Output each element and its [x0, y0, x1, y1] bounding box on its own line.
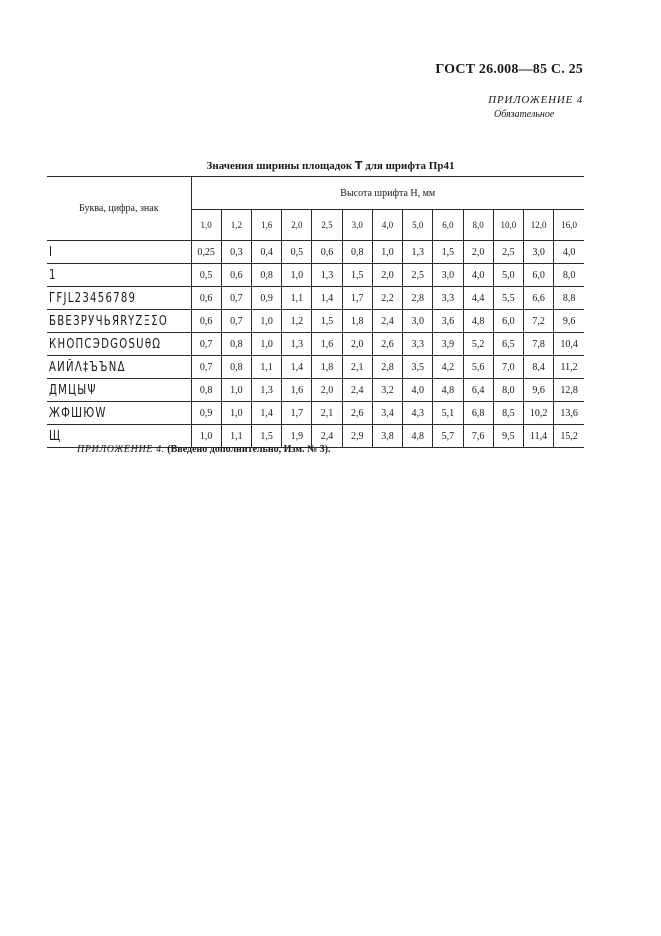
- width-value-cell: 1,1: [221, 425, 251, 448]
- width-value-cell: 2,1: [342, 356, 372, 379]
- table-row: [47, 310, 584, 333]
- height-header-cell: 6,0: [433, 210, 463, 241]
- width-value-cell: 1,4: [252, 402, 282, 425]
- width-value-cell: 0,6: [191, 287, 221, 310]
- width-value-cell: 0,5: [191, 264, 221, 287]
- width-value-cell: 8,8: [554, 287, 584, 310]
- width-value-cell: 0,7: [191, 333, 221, 356]
- width-value-cell: 4,2: [433, 356, 463, 379]
- width-value-cell: 3,4: [372, 402, 402, 425]
- width-value-cell: 1,7: [282, 402, 312, 425]
- standard-page-header: ГОСТ 26.008—85 С. 25: [435, 62, 583, 77]
- width-value-cell: 1,3: [252, 379, 282, 402]
- width-value-cell: 2,5: [403, 264, 433, 287]
- width-value-cell: 1,0: [282, 264, 312, 287]
- width-value-cell: 2,0: [463, 241, 493, 264]
- width-value-cell: 0,25: [191, 241, 221, 264]
- width-value-cell: 0,8: [191, 379, 221, 402]
- width-value-cell: 1,5: [342, 264, 372, 287]
- table-row: [47, 287, 584, 310]
- width-value-cell: 8,5: [493, 402, 523, 425]
- width-value-cell: 1,5: [312, 310, 342, 333]
- width-value-cell: 1,0: [252, 333, 282, 356]
- glyph-sample: [47, 287, 191, 310]
- height-header-cell: 12,0: [523, 210, 553, 241]
- width-value-cell: 8,0: [493, 379, 523, 402]
- width-value-cell: 1,2: [282, 310, 312, 333]
- width-value-cell: 3,0: [433, 264, 463, 287]
- width-value-cell: 4,8: [463, 310, 493, 333]
- width-value-cell: 2,6: [372, 333, 402, 356]
- glyph-sample-text: ЖФШЮW: [49, 405, 107, 421]
- glyph-sample: [47, 241, 191, 264]
- width-value-cell: 4,0: [554, 241, 584, 264]
- glyph-sample: [47, 379, 191, 402]
- width-value-cell: 2,0: [312, 379, 342, 402]
- width-value-cell: 10,4: [554, 333, 584, 356]
- width-value-cell: 4,3: [403, 402, 433, 425]
- width-value-cell: 5,5: [493, 287, 523, 310]
- table-row: [47, 264, 584, 287]
- table-title-symbol: T: [354, 159, 363, 172]
- height-header-cell: 3,0: [342, 210, 372, 241]
- glyph-sample: [47, 333, 191, 356]
- glyph-sample-text: БВЕЗРУЧЬЯRYZΞΣΟ: [49, 313, 169, 329]
- width-value-cell: 0,8: [252, 264, 282, 287]
- footer-italic: ПРИЛОЖЕНИЕ 4.: [77, 444, 165, 455]
- width-value-cell: 4,0: [403, 379, 433, 402]
- width-value-cell: 9,6: [554, 310, 584, 333]
- width-value-cell: 0,8: [221, 356, 251, 379]
- width-value-cell: 11,2: [554, 356, 584, 379]
- width-value-cell: 10,2: [523, 402, 553, 425]
- width-value-cell: 7,2: [523, 310, 553, 333]
- width-value-cell: 3,2: [372, 379, 402, 402]
- footer-note: [77, 444, 330, 455]
- width-value-cell: 8,4: [523, 356, 553, 379]
- height-header-cell: 5,0: [403, 210, 433, 241]
- table-row: [47, 356, 584, 379]
- height-header-cell: 2,0: [282, 210, 312, 241]
- width-value-cell: 7,8: [523, 333, 553, 356]
- glyph-sample: [47, 264, 191, 287]
- width-value-cell: 0,5: [282, 241, 312, 264]
- width-value-cell: 1,5: [433, 241, 463, 264]
- width-value-cell: 15,2: [554, 425, 584, 448]
- width-value-cell: 3,8: [372, 425, 402, 448]
- width-value-cell: 3,0: [523, 241, 553, 264]
- width-value-cell: 1,8: [342, 310, 372, 333]
- width-value-cell: 2,4: [372, 310, 402, 333]
- width-value-cell: 7,0: [493, 356, 523, 379]
- width-value-cell: 4,0: [463, 264, 493, 287]
- width-value-cell: 0,6: [191, 310, 221, 333]
- width-value-cell: 2,5: [493, 241, 523, 264]
- width-value-cell: 0,4: [252, 241, 282, 264]
- width-value-cell: 0,6: [221, 264, 251, 287]
- stub-header: Буква, цифра, знак: [47, 177, 191, 241]
- width-value-cell: 7,6: [463, 425, 493, 448]
- width-value-cell: 12,8: [554, 379, 584, 402]
- width-value-cell: 2,8: [372, 356, 402, 379]
- width-value-cell: 0,7: [221, 287, 251, 310]
- glyph-sample: [47, 402, 191, 425]
- height-header-cell: 2,5: [312, 210, 342, 241]
- width-value-cell: 9,6: [523, 379, 553, 402]
- width-value-cell: 0,8: [342, 241, 372, 264]
- width-value-cell: 4,8: [403, 425, 433, 448]
- width-value-cell: 0,9: [191, 402, 221, 425]
- width-value-cell: 5,6: [463, 356, 493, 379]
- width-value-cell: 2,1: [312, 402, 342, 425]
- width-value-cell: 2,8: [403, 287, 433, 310]
- width-value-cell: 6,0: [523, 264, 553, 287]
- glyph-sample: [47, 310, 191, 333]
- width-value-cell: 1,3: [403, 241, 433, 264]
- width-value-cell: 1,8: [312, 356, 342, 379]
- height-header-cell: 4,0: [372, 210, 402, 241]
- width-value-cell: 3,5: [403, 356, 433, 379]
- width-value-cell: 5,1: [433, 402, 463, 425]
- width-value-cell: 2,0: [372, 264, 402, 287]
- width-value-cell: 2,9: [342, 425, 372, 448]
- height-header-cell: 1,6: [252, 210, 282, 241]
- table-title: [0, 159, 661, 172]
- width-value-cell: 9,5: [493, 425, 523, 448]
- width-value-cell: 6,5: [493, 333, 523, 356]
- glyph-sample-text: ГFJL23456789: [49, 290, 137, 306]
- width-value-cell: 5,7: [433, 425, 463, 448]
- width-value-cell: 6,0: [493, 310, 523, 333]
- width-value-cell: 1,1: [252, 356, 282, 379]
- width-table: [47, 176, 584, 448]
- width-value-cell: 1,4: [312, 287, 342, 310]
- table-title-prefix: Значения ширины площадок: [206, 160, 353, 172]
- width-value-cell: 13,6: [554, 402, 584, 425]
- glyph-sample-text: АИЙΛ‡ЪЪNΔ: [49, 359, 126, 375]
- width-value-cell: 6,4: [463, 379, 493, 402]
- width-value-cell: 0,3: [221, 241, 251, 264]
- width-value-cell: 3,3: [403, 333, 433, 356]
- width-value-cell: 0,7: [221, 310, 251, 333]
- width-value-cell: 1,0: [372, 241, 402, 264]
- font-height-header: Высота шрифта H, мм: [191, 177, 584, 210]
- footer-bold: (Введено дополнительно, Изм. № 3).: [167, 444, 331, 455]
- height-header-cell: 1,0: [191, 210, 221, 241]
- width-value-cell: 1,3: [312, 264, 342, 287]
- width-value-cell: 2,4: [342, 379, 372, 402]
- width-value-cell: 11,4: [523, 425, 553, 448]
- width-value-cell: 1,0: [252, 310, 282, 333]
- glyph-sample-text: 1: [49, 267, 57, 283]
- width-value-cell: 1,3: [282, 333, 312, 356]
- width-value-cell: 2,0: [342, 333, 372, 356]
- width-value-cell: 3,3: [433, 287, 463, 310]
- appendix-label: ПРИЛОЖЕНИЕ 4: [488, 94, 583, 106]
- width-value-cell: 6,6: [523, 287, 553, 310]
- width-value-cell: 0,9: [252, 287, 282, 310]
- width-value-cell: 5,2: [463, 333, 493, 356]
- width-value-cell: 0,8: [221, 333, 251, 356]
- width-value-cell: 1,6: [282, 379, 312, 402]
- table-row: [47, 241, 584, 264]
- width-value-cell: 8,0: [554, 264, 584, 287]
- glyph-sample: [47, 356, 191, 379]
- width-value-cell: 2,6: [342, 402, 372, 425]
- width-value-cell: 5,0: [493, 264, 523, 287]
- width-value-cell: 3,6: [433, 310, 463, 333]
- width-value-cell: 1,9: [282, 425, 312, 448]
- width-value-cell: 1,0: [191, 425, 221, 448]
- width-value-cell: 0,7: [191, 356, 221, 379]
- height-header-cell: 16,0: [554, 210, 584, 241]
- width-value-cell: 1,5: [252, 425, 282, 448]
- glyph-sample-text: I: [49, 244, 54, 260]
- height-header-cell: 10,0: [493, 210, 523, 241]
- width-value-cell: 1,7: [342, 287, 372, 310]
- glyph-sample-text: КНОПСЭDGOSUθΩ: [49, 336, 162, 352]
- width-value-cell: 4,8: [433, 379, 463, 402]
- width-value-cell: 4,4: [463, 287, 493, 310]
- appendix-status: Обязательное: [494, 109, 555, 120]
- table-row: [47, 402, 584, 425]
- width-value-cell: 1,4: [282, 356, 312, 379]
- width-value-cell: 1,6: [312, 333, 342, 356]
- height-header-cell: 8,0: [463, 210, 493, 241]
- width-value-cell: 1,0: [221, 402, 251, 425]
- table-title-suffix: для шрифта Пр41: [365, 160, 455, 172]
- glyph-sample-text: ДМЦЫΨ: [49, 382, 97, 398]
- height-header-cell: 1,2: [221, 210, 251, 241]
- width-value-cell: 0,6: [312, 241, 342, 264]
- table-row: [47, 333, 584, 356]
- glyph-sample-text: Щ: [49, 428, 62, 444]
- width-value-cell: 2,4: [312, 425, 342, 448]
- width-value-cell: 1,1: [282, 287, 312, 310]
- width-value-cell: 6,8: [463, 402, 493, 425]
- table-row: [47, 379, 584, 402]
- width-value-cell: 1,0: [221, 379, 251, 402]
- width-value-cell: 2,2: [372, 287, 402, 310]
- width-value-cell: 3,9: [433, 333, 463, 356]
- width-value-cell: 3,0: [403, 310, 433, 333]
